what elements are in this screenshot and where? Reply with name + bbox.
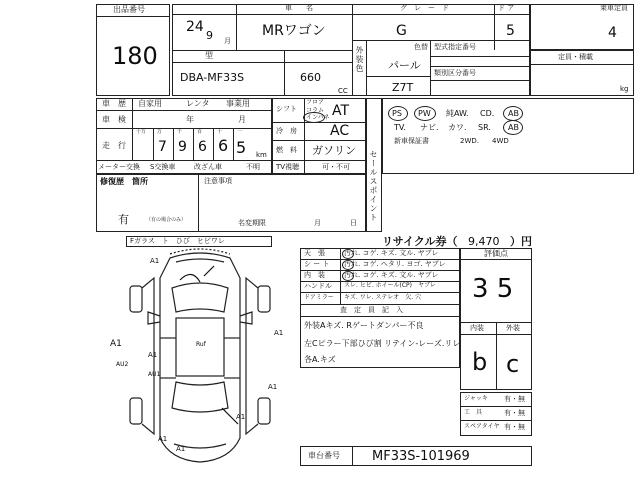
type-label: 型 [205,51,213,60]
history-label: 車 歴 [102,99,126,108]
diagram-mark-3: AU2 [116,361,129,368]
registration-month-unit: 月 [224,37,231,45]
inspection-month: 月 [238,115,246,124]
history-rental: レンタ [186,99,210,108]
mileage-place-0: 十万 [136,129,147,135]
exterior-code: Z7T [392,81,414,94]
glass-header: Fガラス ト ひび ヒビワレ [130,237,225,245]
history-business: 事業用 [226,99,250,108]
signature-label: 名変期限 [238,219,266,227]
tool-options-1: 有・無 [504,409,525,417]
tool-label-1: 工 具 [464,409,483,416]
cond-label-2: 内 装 [304,271,325,279]
tool-label-2: スペアタイヤ [464,423,500,430]
equip-navi: ナビ. [420,123,439,132]
seats-value: 4 [608,25,617,41]
diagram-mark-0: A1 [150,257,160,265]
shift-value: AT [332,103,350,119]
mileage-place-4: 十 [217,129,223,135]
tv-label: TV視聴 [276,163,300,171]
equip-new-warranty: 新車保証書 [394,137,429,145]
capacity-unit: kg [620,85,629,93]
cond-items-1: 汚れ. コゲ. ヘタリ. ヨゴ. ヤブレ [344,260,446,268]
equip-sr: SR. [478,123,491,132]
inspector-line-3: 各A.キズ [304,355,336,364]
cond-items-4: キズ. ワレ. ステレオ 欠. 穴 [344,294,422,301]
cond-label-1: シ ー ト [304,260,330,268]
diagram-mark-7: A1 [268,383,278,391]
inspector-line-2: 左Cピラー下部ひび割 リテイン-レーズ.リレ [304,339,461,348]
equip-ps: PS [392,109,402,118]
exterior-label: 外装色 [355,46,364,73]
inspection-label: 車 検 [102,115,126,124]
notes-label: 注意事項 [204,177,232,185]
lot-label: 出品番号 [113,5,145,14]
cond-label-3: ハンドル [304,282,332,290]
cond-items-2: 汚れ. コゲ. キズ. 文ル. ヤブレ [344,271,439,279]
model-name: MRワゴン [262,23,326,39]
signature-month: 月 [314,219,321,227]
lot-number: 180 [112,42,158,70]
equip-tv: TV. [394,123,406,132]
equip-4wd: 4WD [492,137,509,145]
model-type: DBA-MF33S [180,71,245,84]
diagram-mark-2: A1 [148,351,158,359]
mileage-unit: km [256,151,267,159]
mileage-digit-2: 6 [198,139,207,155]
mileage-digit-4: 5 [236,138,247,157]
car-diagram [110,248,290,468]
evaluation-interior: b [472,348,488,376]
registration-month: 9 [206,29,213,42]
tool-options-2: 有・無 [504,423,525,431]
equip-ab2: AB [508,123,519,132]
displacement-value: 660 [300,71,321,84]
tv-value: 可・不可 [322,163,350,171]
equip-ab: AB [508,109,519,118]
recycle-label: リサイクル券（ [382,235,458,248]
mileage-digit-3: 6 [218,136,229,155]
evaluation-label: 評価点 [484,249,508,258]
mileage-digit-1: 9 [178,139,187,155]
equip-kawa: カワ. [448,123,467,132]
seats-header: 乗車定員 [600,4,628,12]
capacity-label: 定員・積載 [558,53,593,61]
diagram-mark-9: A1 [236,413,246,421]
tool-label-0: ジャッキ [464,395,488,402]
color-code-label: 色替 [414,43,428,51]
diagram-mark-6: A1 [176,445,186,453]
fuel-value: ガソリン [312,144,356,157]
history-private: 自家用 [138,99,162,108]
designated-label: 型式指定番号 [434,43,476,51]
inspection-year: 年 [186,115,194,124]
meter-reset: 改ざん車 [194,163,222,171]
evaluation-exterior-label: 外装 [506,324,520,332]
meter-exchanged: S交換車 [150,163,176,171]
meter-label: メーター交換 [98,163,140,171]
tool-options-0: 有・無 [504,395,525,403]
recycle-unit: ）円 [510,235,532,248]
shift-label: シフト [276,105,297,113]
sale-point-label: セールスポイント [369,150,378,222]
repair-label: 修復歴 箇所 [100,177,148,186]
displacement-unit: CC [338,87,348,95]
seats-box [530,4,634,50]
ac-label: 冷 房 [276,127,297,135]
ac-value: AC [330,123,350,139]
equip-pw: PW [418,109,431,118]
shift-inpane: インパネ [306,114,330,121]
cond-items-0: 汚れ. コゲ. キズ. 文ル. ヤブレ [344,249,439,257]
doors-header: ド ア [498,4,515,12]
evaluation-score: 3 5 [472,274,514,304]
mileage-label: 走 行 [102,141,126,150]
mileage-place-1: 万 [157,129,163,135]
equip-2wd: 2WD. [460,137,479,145]
mileage-place-5: 一 [237,129,243,135]
grade-header: グ レ ー ド [400,4,449,12]
diagram-mark-8: A1 [274,329,284,337]
model-header: 車 名 [285,4,313,12]
exterior-color: パール [388,59,421,72]
shift-floor: フロア [306,99,325,106]
cond-label-0: 天 張 [304,249,325,257]
mileage-digit-0: 7 [158,139,167,155]
signature-day: 日 [350,219,357,227]
prev-color-label: 類別区分番号 [434,69,476,77]
registration-year: 24 [186,19,204,35]
diagram-mark-5: A1 [158,435,168,443]
mileage-place-3: 百 [197,129,203,135]
inspector-label: 査 定 員 記 入 [340,306,403,314]
diagram-mark-4: AU1 [148,371,161,378]
cond-items-3: スレ. ヒビ. ホイール(CP) ヤブレ [344,282,436,289]
evaluation-exterior: c [506,350,520,378]
chassis-value: MF33S-101969 [372,449,470,464]
chassis-label: 車台番号 [308,451,340,460]
fuel-label: 燃 料 [276,146,297,154]
diagram-mark-1: A1 [110,339,122,349]
grade-value: G [396,23,407,39]
evaluation-interior-label: 内装 [470,324,484,332]
meter-unknown: 不明 [246,163,260,171]
recycle-amount: 9,470 [468,235,500,248]
equip-aw: 純AW. [446,109,469,118]
mileage-place-2: 千 [177,129,183,135]
doors-value: 5 [506,23,515,39]
cond-label-4: ドアミラー [304,294,334,301]
shift-column: コラム [306,107,324,114]
equip-cd: CD. [480,109,495,118]
repair-value: 有 [118,213,129,226]
inpane-circle [303,112,325,123]
repair-note: （有の場合のみ） [146,217,187,223]
diagram-mark-10: Ruf [196,341,206,348]
inspector-line-1: 外装Aキズ. Rゲートダンパー不良 [304,321,424,330]
